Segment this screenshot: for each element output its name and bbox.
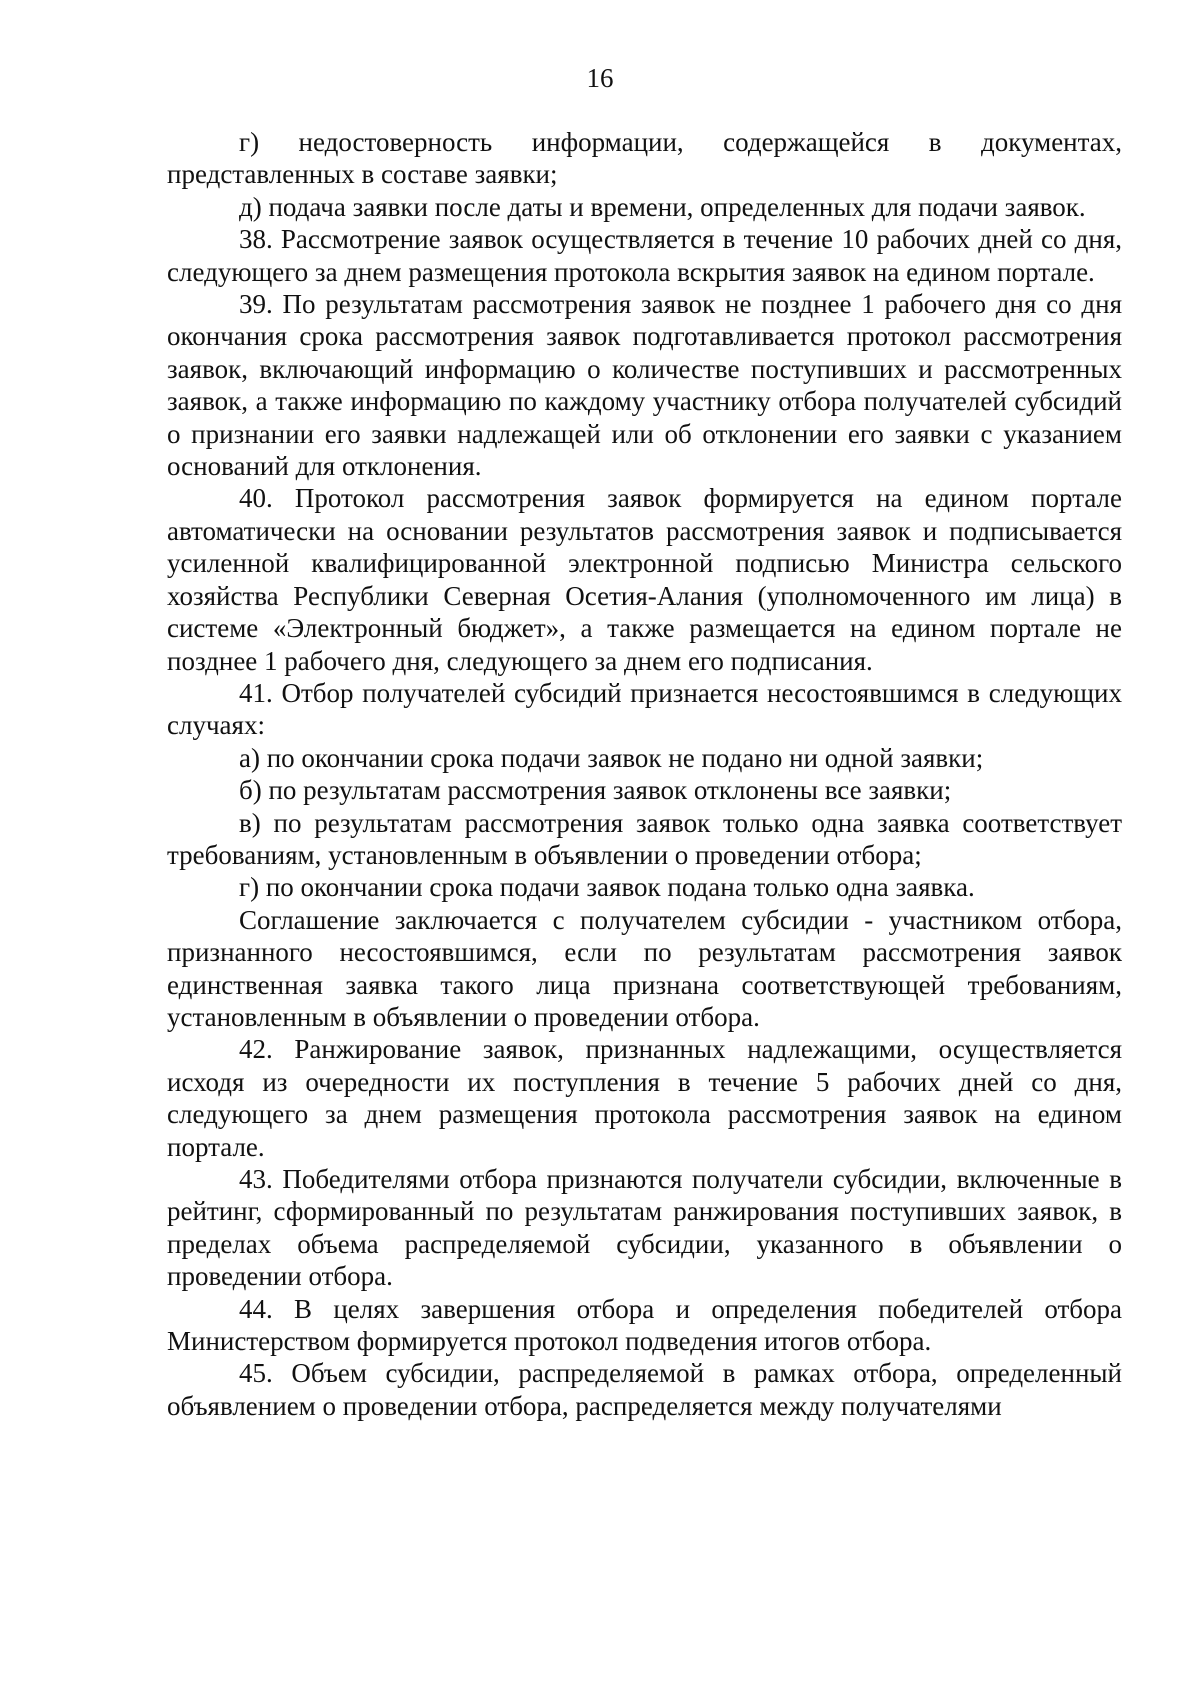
page-number: 16	[586, 63, 614, 93]
paragraph-g-unreliable-info: г) недостоверность информации, содержащейся в документах, представленных в составе заявки;	[167, 127, 1122, 190]
document-body	[167, 126, 1122, 1422]
paragraph-40: 40. Протокол рассмотрения заявок формируется на едином портале автоматически на основании результатов рассмотрения заявок и подписывается усиленной квалифицированной электронной подписью Министра сельского хозяйства Республики Северная Осетия-Алания (уполномоченного им лица) в системе «Электронный бюджет», а также размещается на едином портале не позднее 1 рабочего дня, следующего за днем его подписания.	[167, 483, 1122, 676]
paragraph-39: 39. По результатам рассмотрения заявок не позднее 1 рабочего дня со дня окончания срока рассмотрения заявок подготавливается протокол рассмотрения заявок, включающий информацию о количестве поступивших и рассмотренных заявок, а также информацию по каждому участнику отбора получателей субсидий о признании его заявки надлежащей или об отклонении его заявки с указанием оснований для отклонения.	[167, 289, 1122, 482]
paragraph-41: 41. Отбор получателей субсидий признается несостоявшимся в следующих случаях:	[167, 677, 1122, 741]
paragraph-44: 44. В целях завершения отбора и определения победителей отбора Министерством формируется протокол подведения итогов отбора.	[167, 1293, 1122, 1357]
paragraph-38: 38. Рассмотрение заявок осуществляется в течение 10 рабочих дней со дня, следующего за днем размещения протокола вскрытия заявок на едином портале.	[167, 224, 1122, 287]
paragraph-d-late-submission: д) подача заявки после даты и времени, определенных для подачи заявок.	[239, 191, 1086, 222]
paragraph-41-b: б) по результатам рассмотрения заявок отклонены все заявки;	[239, 775, 952, 806]
paragraph-41-g: г) по окончании срока подачи заявок подана только одна заявка.	[239, 872, 975, 903]
paragraph-agreement: Соглашение заключается с получателем субсидии - участником отбора, признанного несостоявшимся, если по результатам рассмотрения заявок единственная заявка такого лица признана соответствующей требованиям, установленным в объявлении о проведении отбора.	[167, 904, 1122, 1032]
paragraph-42: 42. Ранжирование заявок, признанных надлежащими, осуществляется исходя из очередности их поступления в течение 5 рабочих дней со дня, следующего за днем размещения протокола рассмотрения заявок на едином портале.	[167, 1034, 1122, 1162]
paragraph-43: 43. Победителями отбора признаются получатели субсидии, включенные в рейтинг, сформированный по результатам ранжирования поступивших заявок, в пределах объема распределяемой субсидии, указанного в объявлении о проведении отбора.	[167, 1164, 1122, 1292]
paragraph-41-v: в) по результатам рассмотрения заявок только одна заявка соответствует требованиям, установленным в объявлении о проведении отбора;	[167, 807, 1122, 870]
paragraph-45: 45. Объем субсидии, распределяемой в рамках отбора, определенный объявлением о проведении отбора, распределяется между получателями	[167, 1358, 1122, 1421]
paragraph-41-a: а) по окончании срока подачи заявок не подано ни одной заявки;	[239, 742, 984, 773]
